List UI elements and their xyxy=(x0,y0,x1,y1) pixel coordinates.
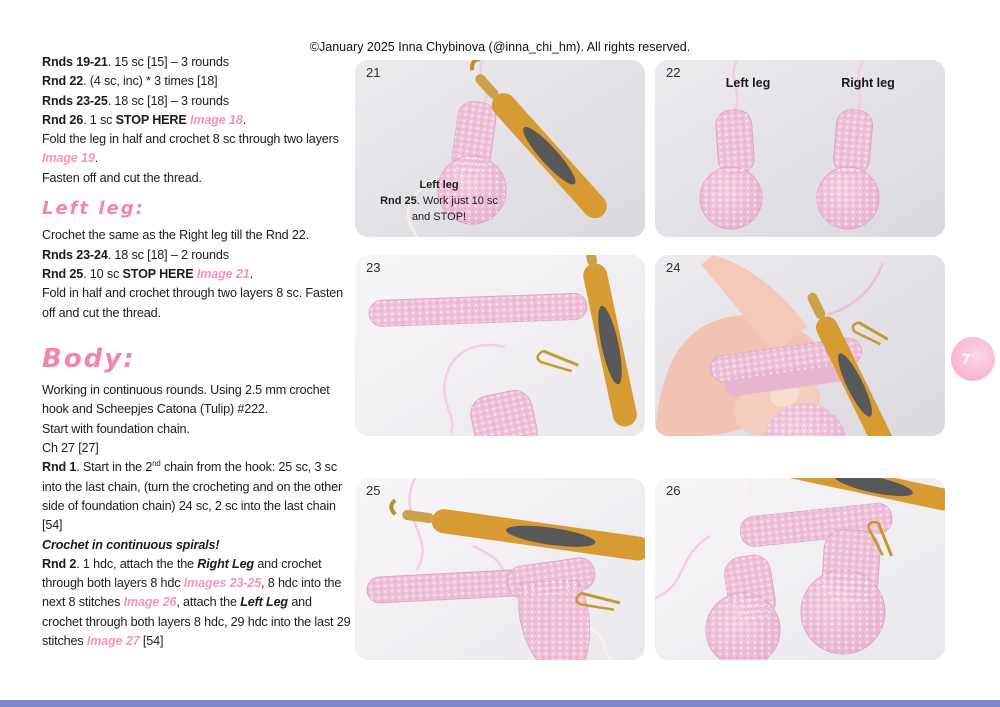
panel-number: 22 xyxy=(666,65,681,80)
photo-step-25 xyxy=(355,478,645,660)
copyright-line: ©January 2025 Inna Chybinova (@inna_chi_hm). All rights reserved. xyxy=(309,40,691,54)
instruction-line: Crochet the same as the Right leg till the Rnd 22. xyxy=(42,228,309,243)
photo-24-art xyxy=(655,255,945,436)
label-left-leg: Left leg xyxy=(725,76,771,90)
instruction-line: Fold in half and crochet through two layers 8 sc. Fasten off and cut the thread. xyxy=(42,286,344,320)
instruction-line: Rnd 1. Start in the 2nd chain from the hook: 25 sc, 3 sc into the last chain, (turn the crocheting and on the other side of foundation chain) 24 sc, 2 sc into the last chain [54] xyxy=(42,459,343,533)
instruction-line: Rnd 26. 1 sc STOP HERE Image 18. xyxy=(42,112,247,127)
photo-step-21 xyxy=(355,60,645,237)
caption-stop: and STOP! xyxy=(411,211,467,223)
instruction-line: Fold the leg in half and crochet 8 sc through two layers Image 19. xyxy=(42,132,339,166)
panel-number: 24 xyxy=(666,260,681,275)
panel-number: 21 xyxy=(366,65,381,80)
caption-left-leg: Left leg xyxy=(419,179,459,191)
panel-number: 23 xyxy=(366,260,381,275)
panel-21-caption xyxy=(359,177,519,225)
instruction-line: Rnds 19-21. 15 sc [15] – 3 rounds xyxy=(42,55,229,69)
footer-accent-bar xyxy=(0,700,1000,707)
panel-number: 25 xyxy=(366,483,381,498)
instruction-line: Rnd 2. 1 hdc, attach the the Right Leg and crochet through both layers 8 hdc Images 23-25, 8 hdc into the next 8 stitches Image 26, attach the Left Leg and crochet through both layers 8 hdc, 29 hdc into the last 29 stitches Image 27 [54] xyxy=(42,556,351,649)
panel-number: 26 xyxy=(666,483,681,498)
body-heading: Body: xyxy=(42,343,136,374)
instruction-line: Rnds 23-25. 18 sc [18] – 3 rounds xyxy=(42,93,229,108)
page-number-badge xyxy=(951,337,995,381)
photo-step-23 xyxy=(355,255,645,436)
pattern-instructions xyxy=(42,53,354,651)
left-leg-heading: Left leg: xyxy=(42,198,145,220)
caption-rnd25: Rnd 25. Work just 10 sc xyxy=(380,195,498,207)
photo-step-22 xyxy=(655,60,945,237)
instruction-line: Working in continuous rounds. Using 2.5 mm crochet hook and Scheepjes Catona (Tulip) #222. xyxy=(42,383,330,417)
photo-step-24 xyxy=(655,255,945,436)
photo-25-art xyxy=(355,478,645,660)
instruction-line: Fasten off and cut the thread. xyxy=(42,170,202,185)
page-number: 7 xyxy=(962,350,971,368)
photo-23-art xyxy=(355,255,645,436)
instruction-line: Rnd 25. 10 sc STOP HERE Image 21. xyxy=(42,266,253,281)
instruction-line: Rnd 22. (4 sc, inc) * 3 times [18] xyxy=(42,74,218,89)
instruction-line: Crochet in continuous spirals! xyxy=(42,537,220,552)
label-right-leg: Right leg xyxy=(841,76,895,90)
instruction-line: Ch 27 [27] xyxy=(42,441,99,456)
photo-step-26 xyxy=(655,478,945,660)
instruction-line: Rnds 23-24. 18 sc [18] – 2 rounds xyxy=(42,247,229,262)
instruction-line: Start with foundation chain. xyxy=(42,421,190,436)
photo-26-art xyxy=(655,478,945,660)
